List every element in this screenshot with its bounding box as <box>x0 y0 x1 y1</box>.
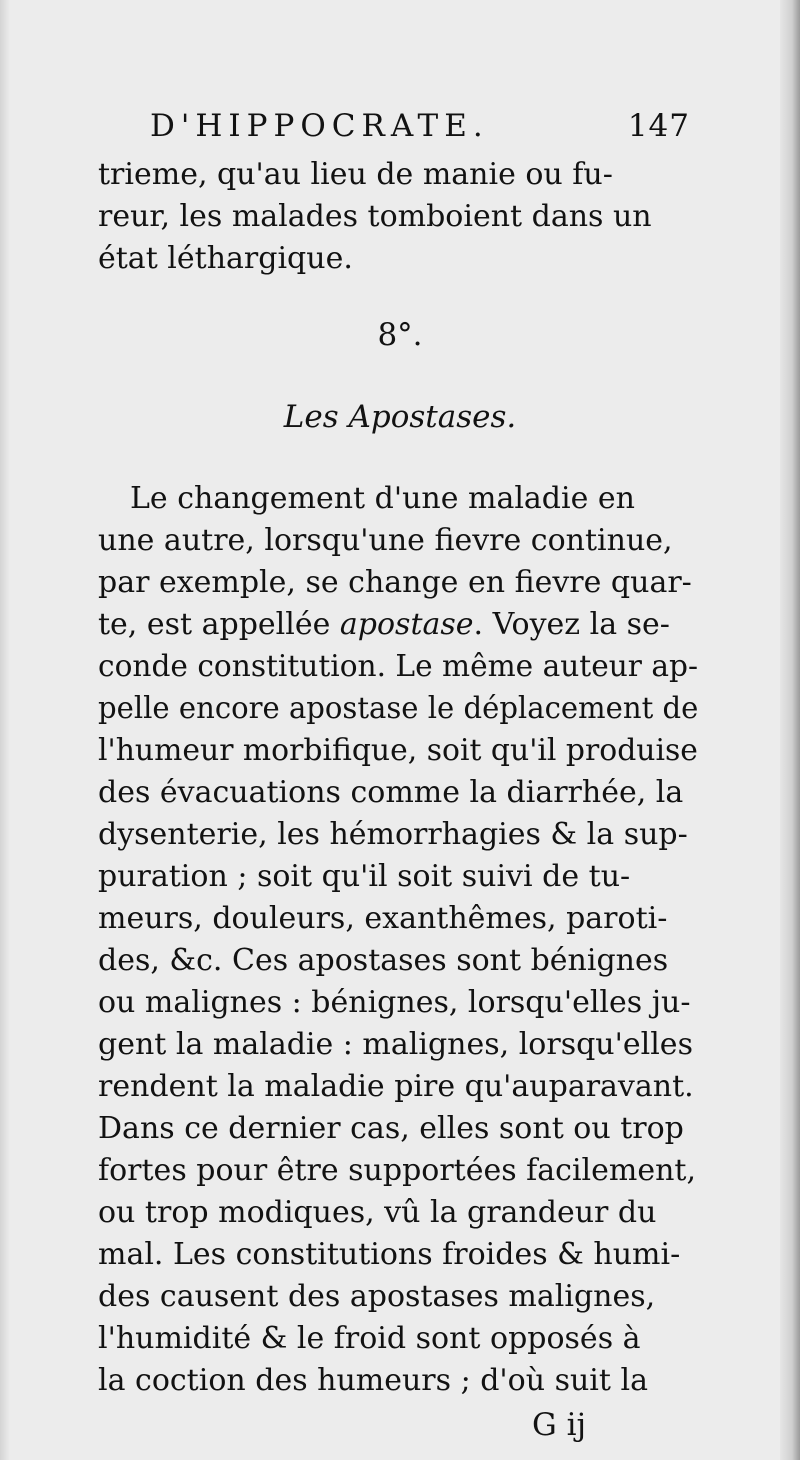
signature-mark: G ij <box>532 1407 587 1443</box>
text-line: une autre, lorsqu'une fievre continue, <box>98 523 673 558</box>
page-edge-shadow <box>780 0 800 1460</box>
text-line: rendent la maladie pire qu'auparavant. <box>98 1069 694 1104</box>
text-line: des causent des apostases malignes, <box>98 1279 656 1314</box>
text-line: puration ; soit qu'il soit suivi de tu- <box>98 859 631 894</box>
text-line: l'humidité & le froid sont opposés à <box>98 1321 641 1356</box>
text-line: gent la maladie : malignes, lorsqu'elles <box>98 1027 693 1062</box>
text-line: trieme, qu'au lieu de manie ou fu- <box>98 157 613 192</box>
text-line: ou trop modiques, vû la grandeur du <box>98 1195 657 1230</box>
text-line: dysenterie, les hémorrhagies & la sup- <box>98 817 688 852</box>
text-span: . Voyez la se- <box>473 607 670 642</box>
text-line: Dans ce dernier cas, elles sont ou trop <box>98 1111 684 1146</box>
text-line: conde constitution. Le même auteur ap- <box>98 649 698 684</box>
text-span: te, est appellée <box>98 607 340 642</box>
text-line <box>98 602 670 648</box>
text-line: meurs, douleurs, exanthêmes, paroti- <box>98 901 668 936</box>
text-line: fortes pour être supportées facilement, <box>98 1153 697 1188</box>
running-head <box>150 104 690 148</box>
page-number: 147 <box>627 108 690 144</box>
section-title: Les Apostases. <box>283 399 517 435</box>
text-line: pelle encore apostase le déplacement de <box>98 691 699 726</box>
text-line: ou malignes : bénignes, lorsqu'elles ju- <box>98 985 691 1020</box>
page-gutter-shadow <box>0 0 10 1460</box>
text-line: des, &c. Ces apostases sont bénignes <box>98 943 669 978</box>
text-line: des évacuations comme la diarrhée, la <box>98 775 684 810</box>
running-title: D'HIPPOCRATE. <box>150 108 489 144</box>
text-line: état léthargique. <box>98 241 353 276</box>
text-line: par exemple, se change en fievre quar- <box>98 565 692 600</box>
italic-term: apostase <box>339 607 474 642</box>
text-line: reur, les malades tomboient dans un <box>98 199 652 234</box>
section-number: 8°. <box>377 317 423 353</box>
text-line: l'humeur morbifique, soit qu'il produise <box>98 733 698 768</box>
paragraph-first-line: Le changement d'une maladie en <box>130 481 635 516</box>
text-line: la coction des humeurs ; d'où suit la <box>98 1363 648 1398</box>
text-line: mal. Les constitutions froides & humi- <box>98 1237 681 1272</box>
